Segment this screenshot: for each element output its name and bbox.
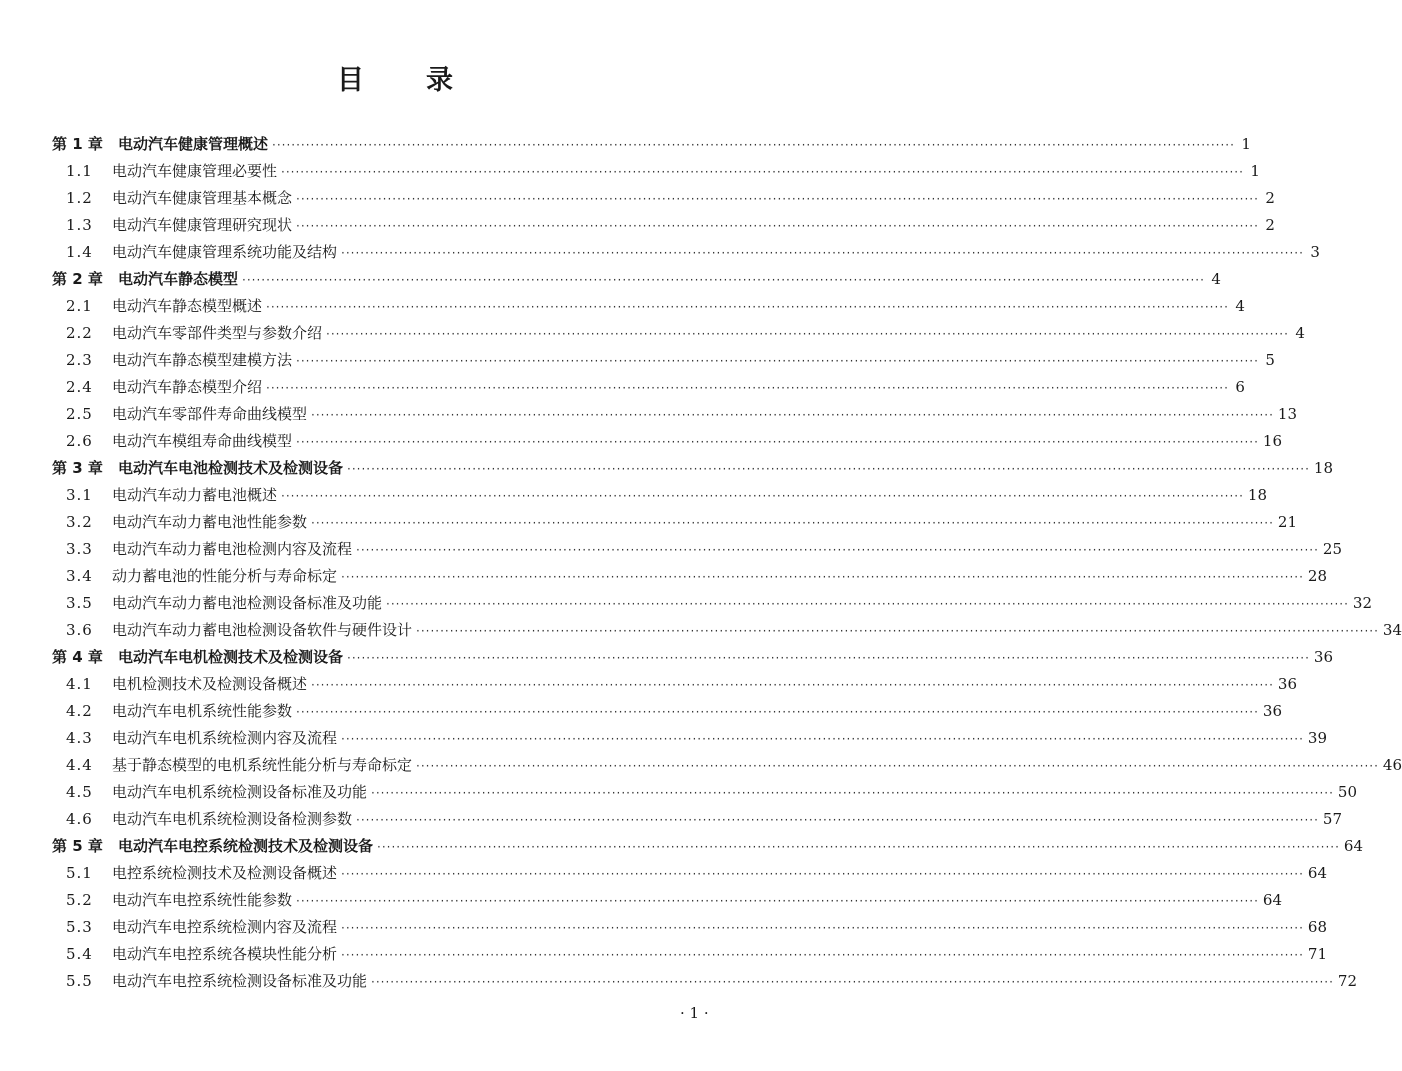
toc-entry-title: 电动汽车动力蓄电池检测设备标准及功能 — [112, 594, 383, 612]
toc-entry-number: 4.3 — [66, 729, 93, 747]
toc-entry-title: 电动汽车电机系统检测设备检测参数 — [112, 810, 353, 828]
toc-section-row[interactable] — [52, 239, 1320, 266]
toc-entry-page: 18 — [1247, 486, 1267, 504]
toc-dot-leader: ········································································································································································································ — [341, 570, 1304, 584]
toc-entry-number: 4.5 — [66, 783, 93, 801]
toc-dot-leader: ········································································································································································································ — [296, 894, 1259, 908]
toc-chapter-row[interactable] — [52, 644, 1333, 671]
toc-entry-title: 电动汽车电池检测技术及检测设备 — [118, 459, 344, 477]
toc-section-row[interactable] — [52, 347, 1275, 374]
toc-entry-page: 25 — [1322, 540, 1342, 558]
toc-entry-page: 57 — [1322, 810, 1342, 828]
toc-section-row[interactable] — [52, 806, 1342, 833]
toc-entry-number: 2.6 — [66, 432, 93, 450]
toc-entry-title: 电动汽车电控系统各模块性能分析 — [112, 945, 338, 963]
toc-entry-number: 4.6 — [66, 810, 93, 828]
toc-section-row[interactable] — [52, 887, 1282, 914]
toc-dot-leader: ········································································································································································································ — [296, 705, 1259, 719]
toc-entry-title: 电动汽车动力蓄电池性能参数 — [112, 513, 308, 531]
toc-entry-page: 2 — [1265, 216, 1275, 234]
toc-dot-leader: ········································································································································································································ — [416, 759, 1379, 773]
toc-entry-number: 2.3 — [66, 351, 93, 369]
toc-section-row[interactable] — [52, 482, 1267, 509]
toc-entry-page: 18 — [1313, 459, 1333, 477]
toc-dot-leader: ········································································································································································································ — [266, 381, 1229, 395]
toc-entry-number: 1.2 — [66, 189, 93, 207]
toc-entry-page: 39 — [1307, 729, 1327, 747]
toc-dot-leader: ········································································································································································································ — [341, 867, 1304, 881]
toc-dot-leader: ········································································································································································································ — [371, 975, 1334, 989]
toc-entry-page: 5 — [1265, 351, 1275, 369]
toc-entry-page: 36 — [1262, 702, 1282, 720]
toc-dot-leader: ········································································································································································································ — [341, 246, 1304, 260]
toc-entry-page: 16 — [1262, 432, 1282, 450]
toc-entry-title: 电动汽车静态模型介绍 — [112, 378, 263, 396]
toc-entry-title: 电控系统检测技术及检测设备概述 — [112, 864, 338, 882]
toc-dot-leader: ········································································································································································································ — [356, 543, 1319, 557]
toc-entry-page: 32 — [1352, 594, 1372, 612]
toc-entry-title: 电动汽车电机系统性能参数 — [112, 702, 293, 720]
toc-section-row[interactable] — [52, 617, 1402, 644]
toc-entry-number: 5.4 — [66, 945, 93, 963]
toc-section-row[interactable] — [52, 320, 1305, 347]
toc-section-row[interactable] — [52, 212, 1275, 239]
toc-entry-title: 电动汽车电控系统性能参数 — [112, 891, 293, 909]
toc-entry-number: 5.5 — [66, 972, 93, 990]
toc-entry-title: 电动汽车动力蓄电池概述 — [112, 486, 278, 504]
toc-entry-number: 第 5 章 — [52, 837, 103, 855]
toc-entry-title: 电动汽车静态模型建模方法 — [112, 351, 293, 369]
toc-entry-page: 28 — [1307, 567, 1327, 585]
toc-entry-title: 电动汽车静态模型概述 — [112, 297, 263, 315]
toc-entry-title: 电动汽车模组寿命曲线模型 — [112, 432, 293, 450]
toc-entry-page: 4 — [1295, 324, 1305, 342]
toc-entry-page: 36 — [1313, 648, 1333, 666]
toc-entry-page: 1 — [1250, 162, 1260, 180]
toc-dot-leader: ········································································································································································································ — [311, 678, 1274, 692]
toc-entry-number: 第 4 章 — [52, 648, 103, 666]
toc-entry-page: 21 — [1277, 513, 1297, 531]
toc-chapter-row[interactable] — [52, 455, 1333, 482]
toc-dot-leader: ········································································································································································································ — [311, 408, 1274, 422]
toc-entry-title: 动力蓄电池的性能分析与寿命标定 — [112, 567, 338, 585]
toc-entry-number: 3.1 — [66, 486, 93, 504]
toc-dot-leader: ········································································································································································································ — [341, 921, 1304, 935]
toc-entry-number: 3.2 — [66, 513, 93, 531]
page-title — [0, 58, 790, 97]
toc-entry-number: 2.4 — [66, 378, 93, 396]
toc-section-row[interactable] — [52, 536, 1342, 563]
toc-entry-title: 电动汽车静态模型 — [118, 270, 239, 288]
toc-dot-leader: ········································································································································································································ — [281, 165, 1244, 179]
toc-dot-leader: ········································································································································································································ — [296, 192, 1259, 206]
toc-section-row[interactable] — [52, 671, 1297, 698]
toc-entry-title: 电动汽车电机系统检测内容及流程 — [112, 729, 338, 747]
toc-entry-title: 电机检测技术及检测设备概述 — [112, 675, 308, 693]
table-of-contents — [52, 131, 1402, 995]
toc-dot-leader: ········································································································································································································ — [281, 489, 1244, 503]
toc-section-row[interactable] — [52, 509, 1297, 536]
toc-entry-title: 电动汽车健康管理概述 — [118, 135, 269, 153]
toc-dot-leader: ········································································································································································································ — [296, 219, 1259, 233]
page-title-left: 目 — [337, 65, 364, 96]
toc-entry-number: 5.2 — [66, 891, 93, 909]
toc-entry-page: 4 — [1211, 270, 1221, 288]
toc-section-row[interactable] — [52, 752, 1402, 779]
toc-entry-page: 36 — [1277, 675, 1297, 693]
toc-entry-title: 电动汽车动力蓄电池检测内容及流程 — [112, 540, 353, 558]
toc-entry-title: 电动汽车电机系统检测设备标准及功能 — [112, 783, 368, 801]
toc-dot-leader: ········································································································································································································ — [326, 327, 1289, 341]
toc-dot-leader: ········································································································································································································ — [341, 948, 1304, 962]
toc-entry-title: 电动汽车健康管理基本概念 — [112, 189, 293, 207]
toc-entry-title: 电动汽车健康管理系统功能及结构 — [112, 243, 338, 261]
toc-entry-number: 3.4 — [66, 567, 93, 585]
toc-entry-number: 4.2 — [66, 702, 93, 720]
toc-section-row[interactable] — [52, 293, 1245, 320]
toc-dot-leader: ········································································································································································································ — [296, 435, 1259, 449]
toc-entry-page: 64 — [1307, 864, 1327, 882]
toc-entry-page: 13 — [1277, 405, 1297, 423]
toc-entry-page: 64 — [1262, 891, 1282, 909]
toc-section-row[interactable] — [52, 158, 1260, 185]
toc-section-row[interactable] — [52, 725, 1327, 752]
toc-section-row[interactable] — [52, 563, 1327, 590]
toc-entry-page: 71 — [1307, 945, 1327, 963]
toc-entry-number: 2.5 — [66, 405, 93, 423]
toc-entry-number: 4.1 — [66, 675, 93, 693]
toc-entry-title: 电动汽车电控系统检测内容及流程 — [112, 918, 338, 936]
toc-chapter-row[interactable] — [52, 266, 1221, 293]
toc-entry-number: 5.1 — [66, 864, 93, 882]
toc-dot-leader: ········································································································································································································ — [341, 732, 1304, 746]
toc-entry-title: 电动汽车健康管理研究现状 — [112, 216, 293, 234]
toc-entry-page: 2 — [1265, 189, 1275, 207]
toc-dot-leader: ········································································································································································································ — [296, 354, 1259, 368]
toc-dot-leader: ········································································································································································································ — [272, 138, 1235, 152]
toc-dot-leader: ········································································································································································································ — [371, 786, 1334, 800]
toc-entry-number: 第 3 章 — [52, 459, 103, 477]
toc-entry-number: 5.3 — [66, 918, 93, 936]
toc-entry-page: 68 — [1307, 918, 1327, 936]
toc-entry-page: 64 — [1343, 837, 1363, 855]
toc-chapter-row[interactable] — [52, 833, 1363, 860]
toc-dot-leader: ········································································································································································································ — [356, 813, 1319, 827]
toc-entry-page: 46 — [1382, 756, 1402, 774]
toc-entry-title: 电动汽车零部件寿命曲线模型 — [112, 405, 308, 423]
page-number: · 1 · — [680, 1004, 709, 1022]
toc-section-row[interactable] — [52, 698, 1282, 725]
toc-section-row[interactable] — [52, 914, 1327, 941]
toc-entry-number: 3.5 — [66, 594, 93, 612]
toc-dot-leader: ········································································································································································································ — [311, 516, 1274, 530]
toc-section-row[interactable] — [52, 941, 1327, 968]
toc-entry-title: 电动汽车零部件类型与参数介绍 — [112, 324, 323, 342]
toc-entry-number: 第 1 章 — [52, 135, 103, 153]
toc-entry-title: 基于静态模型的电机系统性能分析与寿命标定 — [112, 756, 413, 774]
toc-dot-leader: ········································································································································································································ — [242, 273, 1205, 287]
toc-entry-number: 1.4 — [66, 243, 93, 261]
toc-section-row[interactable] — [52, 374, 1245, 401]
toc-section-row[interactable] — [52, 185, 1275, 212]
toc-section-row[interactable] — [52, 779, 1357, 806]
toc-entry-title: 电动汽车健康管理必要性 — [112, 162, 278, 180]
toc-entry-number: 2.1 — [66, 297, 93, 315]
toc-dot-leader: ········································································································································································································ — [266, 300, 1229, 314]
toc-entry-title: 电动汽车电机检测技术及检测设备 — [118, 648, 344, 666]
toc-entry-number: 4.4 — [66, 756, 93, 774]
toc-dot-leader: ········································································································································································································ — [377, 840, 1340, 854]
toc-section-row[interactable] — [52, 401, 1297, 428]
toc-entry-page: 72 — [1337, 972, 1357, 990]
toc-entry-title: 电动汽车电控系统检测技术及检测设备 — [118, 837, 374, 855]
toc-entry-page: 3 — [1310, 243, 1320, 261]
toc-entry-number: 1.1 — [66, 162, 93, 180]
toc-entry-page: 50 — [1337, 783, 1357, 801]
toc-entry-page: 1 — [1241, 135, 1251, 153]
toc-entry-title: 电动汽车电控系统检测设备标准及功能 — [112, 972, 368, 990]
toc-entry-number: 3.3 — [66, 540, 93, 558]
toc-dot-leader: ········································································································································································································ — [416, 624, 1379, 638]
toc-section-row[interactable] — [52, 860, 1327, 887]
toc-entry-number: 第 2 章 — [52, 270, 103, 288]
toc-section-row[interactable] — [52, 968, 1357, 995]
toc-entry-title: 电动汽车动力蓄电池检测设备软件与硬件设计 — [112, 621, 413, 639]
toc-entry-number: 3.6 — [66, 621, 93, 639]
toc-dot-leader: ········································································································································································································ — [386, 597, 1349, 611]
toc-entry-page: 34 — [1382, 621, 1402, 639]
toc-chapter-row[interactable] — [52, 131, 1251, 158]
toc-entry-number: 2.2 — [66, 324, 93, 342]
toc-section-row[interactable] — [52, 428, 1282, 455]
toc-entry-page: 6 — [1235, 378, 1245, 396]
toc-dot-leader: ········································································································································································································ — [347, 462, 1310, 476]
toc-dot-leader: ········································································································································································································ — [347, 651, 1310, 665]
toc-entry-number: 1.3 — [66, 216, 93, 234]
toc-entry-page: 4 — [1235, 297, 1245, 315]
page-title-right: 录 — [426, 65, 453, 96]
toc-section-row[interactable] — [52, 590, 1372, 617]
